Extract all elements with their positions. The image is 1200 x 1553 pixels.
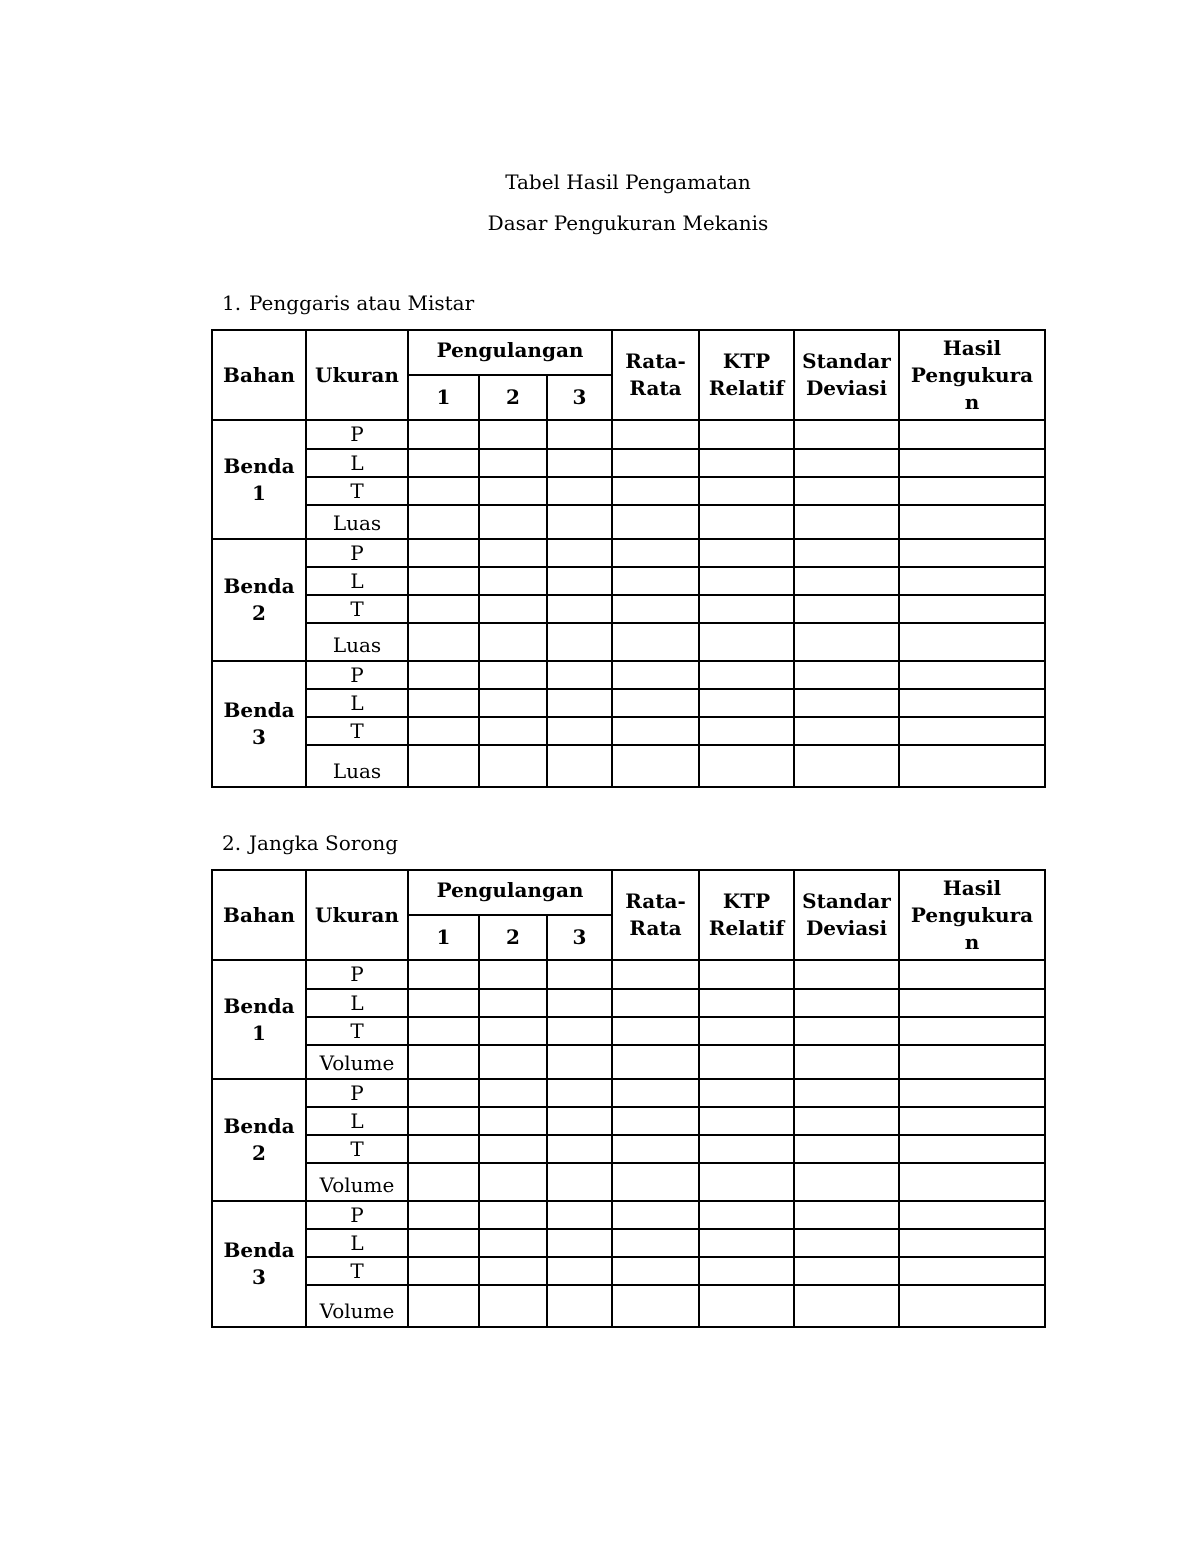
empty-data-cell[interactable]: [612, 689, 699, 717]
table-row: [212, 960, 1045, 989]
header-pengulangan-1: 1: [408, 375, 479, 420]
empty-data-cell[interactable]: [794, 567, 899, 595]
empty-data-cell[interactable]: [699, 505, 794, 539]
table-row: [212, 1135, 1045, 1163]
empty-data-cell[interactable]: [794, 1257, 899, 1285]
empty-data-cell[interactable]: [794, 595, 899, 623]
empty-data-cell[interactable]: [794, 1079, 899, 1107]
empty-data-cell[interactable]: [794, 1017, 899, 1045]
table-row: [212, 1045, 1045, 1079]
empty-data-cell[interactable]: [899, 539, 1045, 567]
empty-data-cell[interactable]: [794, 960, 899, 989]
bahan-cell: [212, 420, 306, 539]
header-ukuran: Ukuran: [306, 870, 408, 960]
empty-data-cell[interactable]: [479, 1257, 547, 1285]
empty-data-cell[interactable]: [479, 1201, 547, 1229]
empty-data-cell[interactable]: [699, 1107, 794, 1135]
empty-data-cell[interactable]: [408, 1017, 479, 1045]
empty-data-cell[interactable]: [794, 1045, 899, 1079]
table-row: [212, 567, 1045, 595]
empty-data-cell[interactable]: [612, 567, 699, 595]
ukuran-cell: L: [306, 689, 408, 717]
header-pengulangan: Pengulangan: [408, 330, 612, 375]
empty-data-cell[interactable]: [479, 1135, 547, 1163]
empty-data-cell[interactable]: [899, 505, 1045, 539]
table-row: [212, 717, 1045, 745]
empty-data-cell[interactable]: [408, 745, 479, 787]
bahan-label-line: 1: [252, 1020, 266, 1045]
header-ktp-relatif: [699, 870, 794, 960]
ukuran-cell: P: [306, 661, 408, 689]
empty-data-cell[interactable]: [612, 595, 699, 623]
empty-data-cell[interactable]: [408, 505, 479, 539]
empty-data-cell[interactable]: [547, 1107, 612, 1135]
empty-data-cell[interactable]: [699, 717, 794, 745]
empty-data-cell[interactable]: [479, 1163, 547, 1201]
empty-data-cell[interactable]: [479, 595, 547, 623]
empty-data-cell[interactable]: [699, 960, 794, 989]
ukuran-cell: P: [306, 960, 408, 989]
empty-data-cell[interactable]: [479, 1017, 547, 1045]
header-hasil-pengukuran-line: Hasil: [942, 335, 1002, 360]
empty-data-cell[interactable]: [547, 1285, 612, 1327]
empty-data-cell[interactable]: [899, 420, 1045, 449]
empty-data-cell[interactable]: [699, 1285, 794, 1327]
empty-data-cell[interactable]: [899, 1163, 1045, 1201]
empty-data-cell[interactable]: [547, 745, 612, 787]
empty-data-cell[interactable]: [899, 1285, 1045, 1327]
bahan-label-line: Benda: [223, 993, 295, 1018]
empty-data-cell[interactable]: [408, 1135, 479, 1163]
header-bahan: Bahan: [212, 870, 306, 960]
table-row: [212, 595, 1045, 623]
ukuran-cell: L: [306, 1229, 408, 1257]
empty-data-cell[interactable]: [612, 449, 699, 477]
empty-data-cell[interactable]: [612, 539, 699, 567]
section-number: 1.: [222, 291, 242, 315]
empty-data-cell[interactable]: [547, 717, 612, 745]
ukuran-cell: Luas: [306, 623, 408, 661]
empty-data-cell[interactable]: [612, 623, 699, 661]
empty-data-cell[interactable]: [479, 661, 547, 689]
empty-data-cell[interactable]: [479, 1045, 547, 1079]
bahan-label-line: Benda: [223, 574, 295, 598]
empty-data-cell[interactable]: [794, 661, 899, 689]
header-rata-rata: [612, 330, 699, 420]
empty-data-cell[interactable]: [794, 745, 899, 787]
ukuran-cell: L: [306, 449, 408, 477]
header-row: [212, 330, 1045, 375]
empty-data-cell[interactable]: [547, 477, 612, 505]
empty-data-cell[interactable]: [547, 989, 612, 1017]
empty-data-cell[interactable]: [699, 1257, 794, 1285]
header-bahan: Bahan: [212, 330, 306, 420]
table-row: [212, 689, 1045, 717]
empty-data-cell[interactable]: [612, 1201, 699, 1229]
empty-data-cell[interactable]: [547, 1045, 612, 1079]
empty-data-cell[interactable]: [794, 1163, 899, 1201]
empty-data-cell[interactable]: [479, 477, 547, 505]
empty-data-cell[interactable]: [794, 989, 899, 1017]
empty-data-cell[interactable]: [547, 623, 612, 661]
empty-data-cell[interactable]: [794, 420, 899, 449]
header-pengulangan: Pengulangan: [408, 870, 612, 915]
header-standar-deviasi-line: Deviasi: [805, 376, 888, 400]
ukuran-cell: T: [306, 1017, 408, 1045]
empty-data-cell[interactable]: [899, 989, 1045, 1017]
empty-data-cell[interactable]: [479, 1229, 547, 1257]
empty-data-cell[interactable]: [699, 1135, 794, 1163]
empty-data-cell[interactable]: [408, 567, 479, 595]
empty-data-cell[interactable]: [794, 477, 899, 505]
header-hasil-pengukuran-line: Hasil: [942, 875, 1002, 900]
empty-data-cell[interactable]: [899, 1135, 1045, 1163]
empty-data-cell[interactable]: [547, 567, 612, 595]
ukuran-cell: P: [306, 1201, 408, 1229]
observation-table-jangka-sorong: [211, 869, 1046, 1328]
empty-data-cell[interactable]: [612, 661, 699, 689]
table-row: [212, 1163, 1045, 1201]
empty-data-cell[interactable]: [408, 1107, 479, 1135]
empty-data-cell[interactable]: [408, 477, 479, 505]
empty-data-cell[interactable]: [408, 989, 479, 1017]
empty-data-cell[interactable]: [547, 1201, 612, 1229]
empty-data-cell[interactable]: [479, 689, 547, 717]
table-row: [212, 1229, 1045, 1257]
ukuran-cell: Volume: [306, 1045, 408, 1079]
section-heading: [222, 831, 398, 855]
table-row: [212, 661, 1045, 689]
section-heading: [222, 291, 474, 315]
empty-data-cell[interactable]: [699, 449, 794, 477]
header-standar-deviasi-line: Standar: [802, 889, 891, 913]
empty-data-cell[interactable]: [408, 623, 479, 661]
empty-data-cell[interactable]: [794, 1201, 899, 1229]
empty-data-cell[interactable]: [547, 960, 612, 989]
empty-data-cell[interactable]: [547, 689, 612, 717]
empty-data-cell[interactable]: [547, 1017, 612, 1045]
header-ktp-relatif-line: Relatif: [708, 916, 785, 940]
header-standar-deviasi: [794, 330, 899, 420]
empty-data-cell[interactable]: [699, 1163, 794, 1201]
table-row: [212, 989, 1045, 1017]
empty-data-cell[interactable]: [794, 1229, 899, 1257]
empty-data-cell[interactable]: [408, 1201, 479, 1229]
empty-data-cell[interactable]: [479, 623, 547, 661]
empty-data-cell[interactable]: [547, 595, 612, 623]
empty-data-cell[interactable]: [612, 420, 699, 449]
header-rata-rata-line: Rata-: [625, 889, 686, 913]
bahan-label-line: 2: [252, 601, 266, 625]
header-pengulangan-1: 1: [408, 915, 479, 960]
empty-data-cell[interactable]: [699, 989, 794, 1017]
empty-data-cell[interactable]: [479, 420, 547, 449]
empty-data-cell[interactable]: [794, 1285, 899, 1327]
ukuran-cell: L: [306, 1107, 408, 1135]
header-hasil-pengukuran: [899, 330, 1045, 420]
empty-data-cell[interactable]: [547, 449, 612, 477]
ukuran-cell: Luas: [306, 745, 408, 787]
empty-data-cell[interactable]: [899, 567, 1045, 595]
empty-data-cell[interactable]: [479, 1285, 547, 1327]
empty-data-cell[interactable]: [699, 623, 794, 661]
empty-data-cell[interactable]: [547, 661, 612, 689]
bahan-label-line: 2: [252, 1141, 266, 1165]
empty-data-cell[interactable]: [899, 623, 1045, 661]
empty-data-cell[interactable]: [408, 1285, 479, 1327]
empty-data-cell[interactable]: [408, 420, 479, 449]
empty-data-cell[interactable]: [408, 449, 479, 477]
empty-data-cell[interactable]: [612, 1163, 699, 1201]
empty-data-cell[interactable]: [479, 745, 547, 787]
empty-data-cell[interactable]: [612, 1079, 699, 1107]
empty-data-cell[interactable]: [899, 1045, 1045, 1079]
empty-data-cell[interactable]: [794, 623, 899, 661]
header-pengulangan-2: 2: [479, 375, 547, 420]
empty-data-cell[interactable]: [899, 960, 1045, 989]
empty-data-cell[interactable]: [612, 1107, 699, 1135]
page-subtitle: Dasar Pengukuran Mekanis: [487, 211, 769, 235]
empty-data-cell[interactable]: [479, 1079, 547, 1107]
empty-data-cell[interactable]: [408, 539, 479, 567]
ukuran-cell: P: [306, 420, 408, 449]
empty-data-cell[interactable]: [408, 689, 479, 717]
empty-data-cell[interactable]: [794, 1107, 899, 1135]
table-row: [212, 623, 1045, 661]
table-row: [212, 477, 1045, 505]
empty-data-cell[interactable]: [699, 567, 794, 595]
header-rata-rata-line: Rata-: [625, 349, 686, 373]
empty-data-cell[interactable]: [479, 989, 547, 1017]
empty-data-cell[interactable]: [547, 1163, 612, 1201]
header-pengulangan-2: 2: [479, 915, 547, 960]
bahan-label-line: Benda: [223, 1238, 295, 1262]
empty-data-cell[interactable]: [699, 1079, 794, 1107]
ukuran-cell: L: [306, 567, 408, 595]
empty-data-cell[interactable]: [612, 1229, 699, 1257]
empty-data-cell[interactable]: [547, 505, 612, 539]
table-row: [212, 1079, 1045, 1107]
empty-data-cell[interactable]: [612, 1135, 699, 1163]
empty-data-cell[interactable]: [612, 477, 699, 505]
empty-data-cell[interactable]: [408, 1229, 479, 1257]
bahan-cell: [212, 661, 306, 787]
ukuran-cell: Luas: [306, 505, 408, 539]
empty-data-cell[interactable]: [699, 1045, 794, 1079]
empty-data-cell[interactable]: [612, 505, 699, 539]
header-pengulangan-3: 3: [547, 915, 612, 960]
empty-data-cell[interactable]: [794, 449, 899, 477]
table-row: [212, 1107, 1045, 1135]
empty-data-cell[interactable]: [479, 505, 547, 539]
header-ktp-relatif-line: KTP: [722, 349, 771, 373]
bahan-cell: [212, 960, 306, 1079]
ukuran-cell: P: [306, 1079, 408, 1107]
empty-data-cell[interactable]: [899, 1201, 1045, 1229]
empty-data-cell[interactable]: [612, 717, 699, 745]
empty-data-cell[interactable]: [899, 449, 1045, 477]
empty-data-cell[interactable]: [699, 477, 794, 505]
empty-data-cell[interactable]: [794, 1135, 899, 1163]
empty-data-cell[interactable]: [699, 689, 794, 717]
empty-data-cell[interactable]: [612, 1017, 699, 1045]
empty-data-cell[interactable]: [899, 595, 1045, 623]
section-title: Jangka Sorong: [249, 831, 399, 855]
empty-data-cell[interactable]: [408, 1079, 479, 1107]
empty-data-cell[interactable]: [479, 717, 547, 745]
bahan-label-line: 3: [252, 1265, 266, 1289]
bahan-label-line: 1: [252, 480, 266, 505]
empty-data-cell[interactable]: [899, 689, 1045, 717]
header-hasil-pengukuran-line: Pengukura: [910, 902, 1034, 927]
ukuran-cell: Volume: [306, 1285, 408, 1327]
header-hasil-pengukuran-line: n: [964, 389, 980, 414]
empty-data-cell[interactable]: [899, 1107, 1045, 1135]
ukuran-cell: Volume: [306, 1163, 408, 1201]
empty-data-cell[interactable]: [612, 989, 699, 1017]
ukuran-cell: T: [306, 595, 408, 623]
bahan-cell: [212, 1201, 306, 1327]
bahan-label-line: Benda: [223, 1114, 295, 1138]
table-row: [212, 1017, 1045, 1045]
empty-data-cell[interactable]: [899, 1257, 1045, 1285]
empty-data-cell[interactable]: [612, 960, 699, 989]
table-row: [212, 1285, 1045, 1327]
empty-data-cell[interactable]: [479, 539, 547, 567]
table-row: [212, 539, 1045, 567]
header-ktp-relatif: [699, 330, 794, 420]
empty-data-cell[interactable]: [408, 717, 479, 745]
ukuran-cell: T: [306, 1135, 408, 1163]
empty-data-cell[interactable]: [699, 1017, 794, 1045]
header-ukuran: Ukuran: [306, 330, 408, 420]
bahan-label-line: 3: [252, 725, 266, 749]
empty-data-cell[interactable]: [408, 595, 479, 623]
empty-data-cell[interactable]: [899, 1079, 1045, 1107]
ukuran-cell: T: [306, 717, 408, 745]
ukuran-cell: T: [306, 1257, 408, 1285]
empty-data-cell[interactable]: [547, 1229, 612, 1257]
header-hasil-pengukuran-line: n: [964, 929, 980, 954]
empty-data-cell[interactable]: [612, 1285, 699, 1327]
header-ktp-relatif-line: KTP: [722, 889, 771, 913]
header-hasil-pengukuran-line: Pengukura: [910, 362, 1034, 387]
empty-data-cell[interactable]: [794, 539, 899, 567]
ukuran-cell: L: [306, 989, 408, 1017]
ukuran-cell: T: [306, 477, 408, 505]
header-rata-rata-line: Rata: [629, 376, 682, 400]
empty-data-cell[interactable]: [899, 745, 1045, 787]
section-number: 2.: [222, 831, 242, 855]
empty-data-cell[interactable]: [699, 539, 794, 567]
empty-data-cell[interactable]: [408, 1257, 479, 1285]
header-rata-rata: [612, 870, 699, 960]
empty-data-cell[interactable]: [612, 745, 699, 787]
empty-data-cell[interactable]: [408, 1163, 479, 1201]
empty-data-cell[interactable]: [794, 717, 899, 745]
empty-data-cell[interactable]: [899, 1229, 1045, 1257]
table-row: [212, 505, 1045, 539]
ukuran-cell: P: [306, 539, 408, 567]
bahan-label-line: Benda: [223, 453, 295, 478]
page-title: Tabel Hasil Pengamatan: [505, 170, 751, 194]
empty-data-cell[interactable]: [699, 1229, 794, 1257]
empty-data-cell[interactable]: [479, 960, 547, 989]
header-rata-rata-line: Rata: [629, 916, 682, 940]
empty-data-cell[interactable]: [547, 1257, 612, 1285]
table-row: [212, 1257, 1045, 1285]
empty-data-cell[interactable]: [479, 567, 547, 595]
observation-table-penggaris: [211, 329, 1046, 788]
empty-data-cell[interactable]: [547, 1135, 612, 1163]
header-pengulangan-3: 3: [547, 375, 612, 420]
header-standar-deviasi: [794, 870, 899, 960]
bahan-cell: [212, 1079, 306, 1201]
empty-data-cell[interactable]: [899, 477, 1045, 505]
empty-data-cell[interactable]: [699, 595, 794, 623]
empty-data-cell[interactable]: [479, 1107, 547, 1135]
header-row: [212, 870, 1045, 915]
empty-data-cell[interactable]: [547, 1079, 612, 1107]
empty-data-cell[interactable]: [699, 661, 794, 689]
empty-data-cell[interactable]: [699, 420, 794, 449]
empty-data-cell[interactable]: [794, 689, 899, 717]
empty-data-cell[interactable]: [794, 505, 899, 539]
empty-data-cell[interactable]: [899, 1017, 1045, 1045]
empty-data-cell[interactable]: [612, 1045, 699, 1079]
empty-data-cell[interactable]: [547, 539, 612, 567]
table-row: [212, 449, 1045, 477]
empty-data-cell[interactable]: [547, 420, 612, 449]
empty-data-cell[interactable]: [408, 661, 479, 689]
header-standar-deviasi-line: Standar: [802, 349, 891, 373]
empty-data-cell[interactable]: [899, 661, 1045, 689]
header-ktp-relatif-line: Relatif: [708, 376, 785, 400]
empty-data-cell[interactable]: [612, 1257, 699, 1285]
header-hasil-pengukuran: [899, 870, 1045, 960]
empty-data-cell[interactable]: [408, 1045, 479, 1079]
bahan-label-line: Benda: [223, 698, 295, 722]
empty-data-cell[interactable]: [899, 717, 1045, 745]
empty-data-cell[interactable]: [699, 745, 794, 787]
bahan-cell: [212, 539, 306, 661]
table-row: [212, 1201, 1045, 1229]
empty-data-cell[interactable]: [408, 960, 479, 989]
header-standar-deviasi-line: Deviasi: [805, 916, 888, 940]
table-row: [212, 420, 1045, 449]
section-title: Penggaris atau Mistar: [249, 291, 475, 315]
empty-data-cell[interactable]: [699, 1201, 794, 1229]
table-row: [212, 745, 1045, 787]
empty-data-cell[interactable]: [479, 449, 547, 477]
